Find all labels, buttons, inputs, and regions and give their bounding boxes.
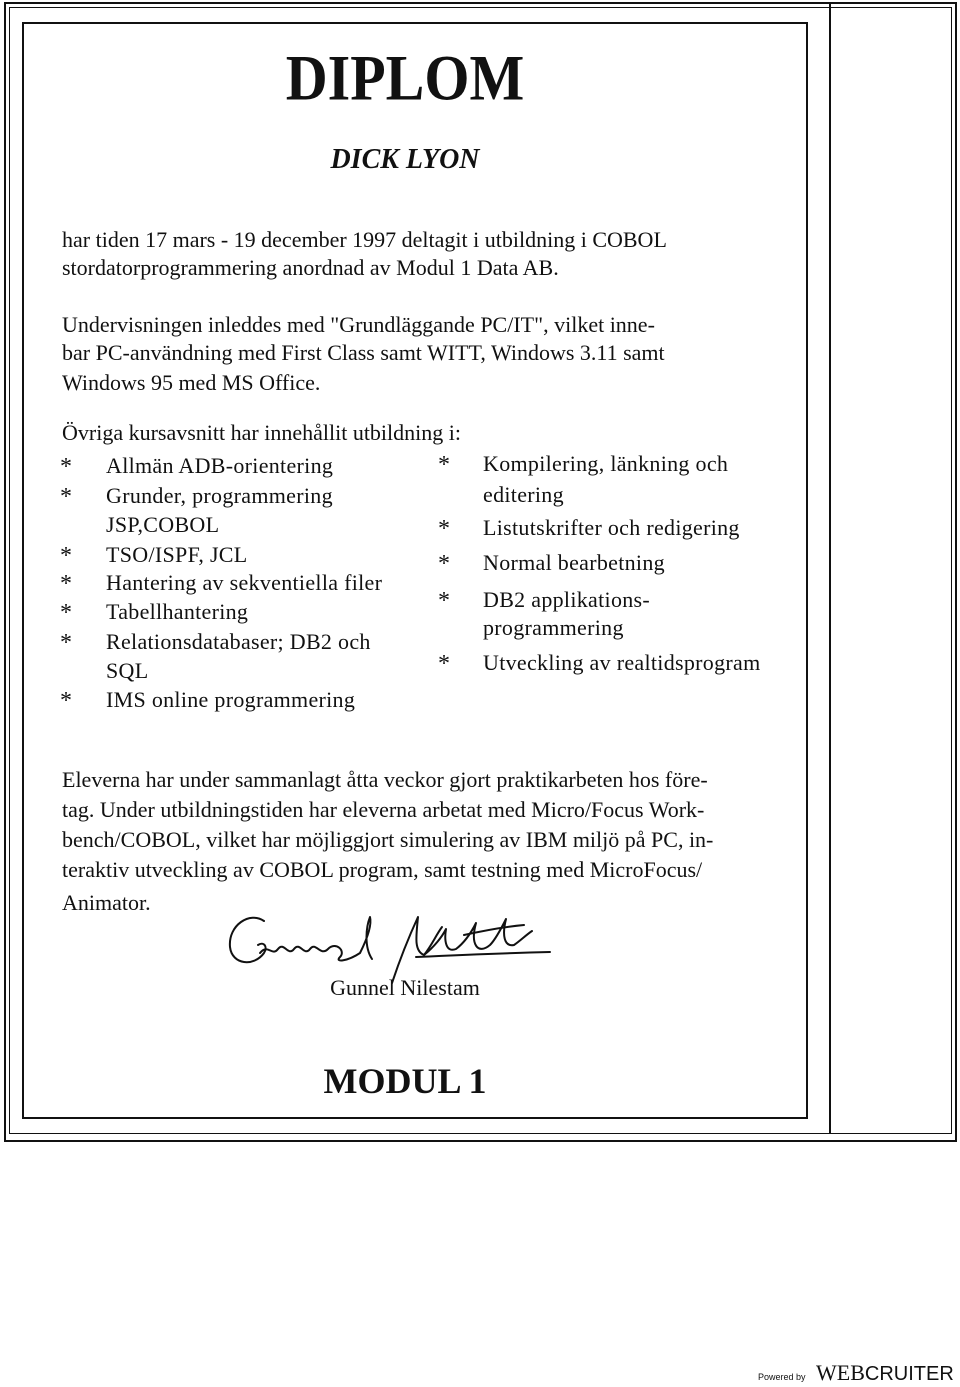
- bullet: *: [438, 588, 450, 614]
- intro-line: stordatorprogrammering anordnad av Modul 1 Data AB.: [62, 255, 559, 280]
- practice-line: bench/COBOL, vilket har möjliggjort simulering av IBM miljö på PC, in-: [62, 827, 714, 852]
- bullet: *: [60, 454, 72, 480]
- issuer-name: MODUL 1: [323, 1061, 487, 1101]
- teaching-line: Windows 95 med MS Office.: [62, 370, 321, 395]
- list-item: Hantering av sekventiella filer: [106, 570, 383, 595]
- list-item: Utveckling av realtidsprogram: [483, 650, 761, 675]
- diploma-title: DIPLOM: [285, 41, 525, 114]
- practice-line: teraktiv utveckling av COBOL program, samt testning med MicroFocus/: [62, 857, 703, 882]
- signature-scribble: [220, 905, 560, 985]
- list-item-continuation: programmering: [483, 615, 624, 640]
- list-item: Grunder, programmering: [106, 483, 333, 508]
- courses-heading: Övriga kursavsnitt har innehållit utbildning i:: [62, 420, 461, 445]
- bullet: *: [438, 452, 450, 478]
- teaching-line: bar PC-användning med First Class samt WITT, Windows 3.11 samt: [62, 340, 665, 365]
- list-item: TSO/ISPF, JCL: [106, 542, 248, 567]
- bullet: *: [438, 551, 450, 577]
- list-item-continuation: editering: [483, 482, 564, 507]
- list-item: Listutskrifter och redigering: [483, 515, 740, 540]
- bullet: *: [60, 630, 72, 656]
- teaching-line: Undervisningen inleddes med "Grundläggande PC/IT", vilket inne-: [62, 312, 655, 337]
- practice-line: Eleverna har under sammanlagt åtta veckor gjort praktikarbeten hos före-: [62, 767, 708, 792]
- list-item: IMS online programmering: [106, 687, 356, 712]
- list-item: Relationsdatabaser; DB2 och: [106, 629, 371, 654]
- bullet: *: [60, 571, 72, 597]
- recipient-name: DICK LYON: [330, 144, 480, 175]
- list-item: Allmän ADB-orientering: [106, 453, 334, 478]
- list-item: DB2 applikations-: [483, 587, 651, 612]
- signatory-name: Gunnel Nilestam: [330, 975, 480, 1000]
- bullet: *: [438, 516, 450, 542]
- practice-line: tag. Under utbildningstiden har eleverna arbetat med Micro/Focus Work-: [62, 797, 705, 822]
- list-item-continuation: SQL: [106, 658, 149, 683]
- bullet: *: [438, 651, 450, 677]
- bullet: *: [60, 600, 72, 626]
- powered-by-label: Powered by: [758, 1372, 806, 1382]
- logo-text-cruiter: CRUITER: [864, 1363, 954, 1385]
- list-item: Tabellhantering: [106, 599, 249, 624]
- logo-text-web: WEB: [816, 1360, 865, 1385]
- bullet: *: [60, 688, 72, 714]
- list-item: Normal bearbetning: [483, 550, 665, 575]
- list-item-continuation: JSP,COBOL: [106, 512, 220, 537]
- bullet: *: [60, 484, 72, 510]
- intro-line: har tiden 17 mars - 19 december 1997 deltagit i utbildning i COBOL: [62, 227, 667, 252]
- bullet: *: [60, 543, 72, 569]
- border-vertical-line: [829, 2, 831, 1134]
- webcruiter-logo: [816, 1362, 954, 1387]
- practice-line: Animator.: [62, 890, 151, 915]
- list-item: Kompilering, länkning och: [483, 451, 729, 476]
